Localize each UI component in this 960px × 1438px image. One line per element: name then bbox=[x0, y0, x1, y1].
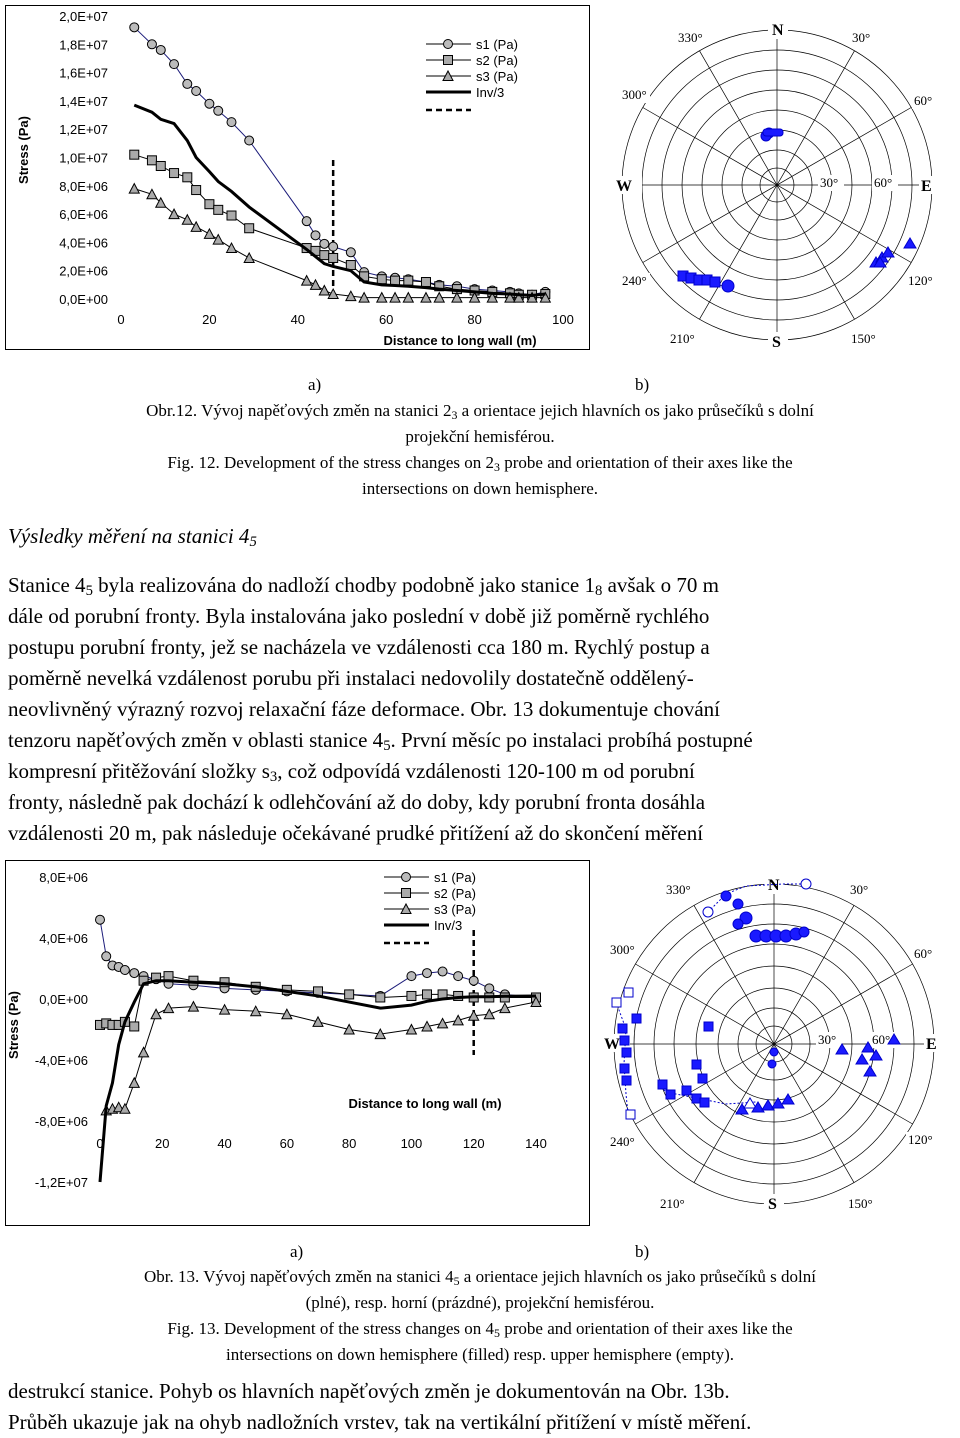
x-tick-label: 60 bbox=[378, 312, 394, 327]
data-point-triangle bbox=[129, 1078, 139, 1088]
data-point-triangle bbox=[139, 1047, 149, 1057]
data-point-triangle bbox=[151, 1009, 161, 1019]
s1-point bbox=[721, 891, 731, 901]
stereonet-east-label: E bbox=[921, 178, 932, 195]
data-point-circle bbox=[183, 79, 192, 88]
figure13-label-b: b) bbox=[635, 1242, 650, 1261]
y-tick-label: 4,0E+06 bbox=[39, 931, 88, 946]
paragraph-line: neovlivněný výrazný rozvoj relaxační fáze deformace. Obr. 13 dokumentuje chování bbox=[8, 697, 720, 721]
stereonet-ring-60: 60° bbox=[874, 175, 893, 190]
legend-marker bbox=[444, 40, 453, 49]
paragraph-line: Stanice $4_5$ byla realizována do nadloží chodby podobně jako stanice $1_8$ avšak o 70 m bbox=[8, 573, 719, 599]
data-point-circle bbox=[96, 915, 105, 924]
stereonet-west-label: W bbox=[604, 1036, 620, 1053]
y-tick-label: 1,6E+07 bbox=[59, 65, 108, 81]
figure12-line-chart bbox=[0, 0, 600, 355]
legend-label: s3 (Pa) bbox=[434, 902, 476, 917]
data-point-circle bbox=[130, 23, 139, 32]
s2-point bbox=[700, 1098, 709, 1107]
figure13-stereonet bbox=[596, 864, 960, 1224]
data-point-circle bbox=[102, 952, 111, 961]
data-point-triangle bbox=[213, 235, 223, 245]
data-point-square bbox=[183, 173, 192, 182]
data-point-square bbox=[130, 1022, 139, 1031]
s2-point bbox=[658, 1080, 667, 1089]
x-tick-label: 20 bbox=[202, 312, 217, 327]
data-point-circle bbox=[130, 969, 139, 978]
stereonet-angle-210: 210° bbox=[670, 331, 695, 346]
s2-point bbox=[682, 1086, 691, 1095]
figure13-caption-en-line2: intersections on down hemisphere (filled) resp. upper hemisphere (empty). bbox=[226, 1345, 734, 1364]
stereonet-south-label: S bbox=[768, 1196, 777, 1213]
figure12-caption-en: Fig. 12. Development of the stress changes on $2_3$ probe and orientation of their axes like the bbox=[167, 453, 793, 474]
stereonet-south-label: S bbox=[772, 334, 781, 351]
data-point-triangle bbox=[453, 1015, 463, 1025]
figure12-stereonet bbox=[606, 5, 960, 354]
s2-point bbox=[620, 1036, 629, 1045]
stereonet-west-label: W bbox=[616, 178, 632, 195]
data-point-triangle bbox=[313, 1017, 323, 1027]
data-point-circle bbox=[170, 60, 179, 69]
data-point-square bbox=[421, 278, 430, 287]
s2-point bbox=[698, 1074, 707, 1083]
stereonet-angle-330: 330° bbox=[666, 882, 691, 897]
paragraph-line: kompresní přitěžování složky $s_3$, což odpovídá vzdálenosti 120-100 m od porubní bbox=[8, 759, 695, 785]
stereonet-angle-300: 300° bbox=[622, 87, 647, 102]
s1-point-empty bbox=[703, 907, 713, 917]
legend-label: s3 (Pa) bbox=[476, 69, 518, 84]
data-point-circle bbox=[329, 242, 338, 251]
y-tick-label: 1,4E+07 bbox=[59, 93, 108, 109]
data-point-square bbox=[192, 186, 201, 195]
s2-point bbox=[722, 280, 734, 292]
s2-point bbox=[632, 1014, 641, 1023]
stereonet-angle-30-top: 30° bbox=[852, 30, 871, 45]
data-point-circle bbox=[214, 106, 223, 115]
legend-marker bbox=[402, 873, 411, 882]
stereonet-angle-150: 150° bbox=[848, 1196, 873, 1211]
x-tick-label: 140 bbox=[525, 1136, 547, 1151]
x-axis-label: Distance to long wall (m) bbox=[348, 1096, 502, 1111]
x-tick-label: 0 bbox=[96, 1136, 104, 1151]
legend-label: s1 (Pa) bbox=[434, 870, 476, 885]
data-point-circle bbox=[120, 966, 129, 975]
y-tick-label: 0,0E+00 bbox=[59, 292, 108, 307]
s1-point bbox=[768, 1060, 776, 1068]
s2-point-empty bbox=[612, 998, 621, 1007]
paragraph-line: dále od porubní fronty. Byla instalována jako poslední v době již poměrně rychlého bbox=[8, 604, 710, 628]
stereonet-east-label: E bbox=[926, 1036, 937, 1053]
data-point-square bbox=[407, 991, 416, 1000]
data-point-circle bbox=[320, 239, 329, 248]
legend-label: s2 (Pa) bbox=[434, 886, 476, 901]
data-point-circle bbox=[407, 972, 416, 981]
legend-label: Inv/3 bbox=[434, 918, 463, 933]
data-point-square bbox=[320, 251, 329, 260]
data-point-square bbox=[329, 253, 338, 262]
data-point-square bbox=[170, 169, 179, 178]
stereonet-angle-300: 300° bbox=[610, 942, 635, 957]
x-tick-label: 20 bbox=[155, 1136, 170, 1151]
data-point-square bbox=[214, 205, 223, 214]
data-point-triangle bbox=[244, 253, 254, 263]
data-point-triangle bbox=[328, 289, 338, 299]
s2-point bbox=[692, 1060, 701, 1069]
stereonet-background bbox=[606, 5, 960, 354]
s1-point bbox=[733, 899, 743, 909]
y-tick-label: 2,0E+06 bbox=[59, 263, 108, 279]
legend-label: s2 (Pa) bbox=[476, 53, 518, 68]
s1-point bbox=[733, 919, 743, 929]
data-point-triangle bbox=[310, 280, 320, 290]
data-point-circle bbox=[438, 967, 447, 976]
s2-point bbox=[704, 1022, 713, 1031]
data-point-square bbox=[245, 224, 254, 233]
x-tick-label: 60 bbox=[279, 1136, 295, 1151]
y-tick-label: 4,0E+06 bbox=[59, 235, 108, 251]
paragraph-line: postupu porubní fronty, jež se nacházela ve vzdálenosti cca 180 m. Rychlý postup a bbox=[8, 635, 710, 659]
paragraph-line: Průběh ukazuje jak na ohyb nadložních vrstev, tak na vertikální přitížení v místě měření. bbox=[8, 1410, 752, 1434]
stereonet-angle-120: 120° bbox=[908, 1132, 933, 1147]
data-point-circle bbox=[205, 99, 214, 108]
data-point-square bbox=[404, 276, 413, 285]
x-tick-label: 40 bbox=[290, 312, 306, 327]
data-point-square bbox=[345, 990, 354, 999]
y-tick-label: 1,0E+07 bbox=[59, 150, 108, 166]
data-point-square bbox=[376, 993, 385, 1002]
data-point-triangle bbox=[319, 286, 329, 296]
stereonet-angle-240: 240° bbox=[622, 273, 647, 288]
s2-point bbox=[618, 1024, 627, 1033]
figure13-caption-cz: Obr. 13. Vývoj napěťových změn na stanici $4_5$ a orientace jejich hlavních os jako průsečíků s dolní bbox=[144, 1267, 816, 1288]
figure13-line-chart bbox=[0, 855, 600, 1230]
stereonet-angle-330: 330° bbox=[678, 30, 703, 45]
y-axis-label: Stress (Pa) bbox=[6, 991, 21, 1059]
stereonet-ring-30: 30° bbox=[820, 175, 839, 190]
s2-point bbox=[666, 1090, 675, 1099]
s1-cluster bbox=[763, 129, 783, 136]
x-tick-label: 100 bbox=[552, 312, 574, 327]
y-tick-label: 1,2E+07 bbox=[59, 122, 108, 138]
paragraph-line: destrukcí stanice. Pohyb os hlavních napěťových změn je dokumentován na Obr. 13b. bbox=[8, 1379, 730, 1403]
legend-label: Inv/3 bbox=[476, 85, 505, 100]
data-point-triangle bbox=[129, 184, 139, 194]
data-point-circle bbox=[147, 40, 156, 49]
data-point-circle bbox=[454, 972, 463, 981]
data-point-square bbox=[377, 275, 386, 284]
y-tick-label: 6,0E+06 bbox=[59, 207, 108, 223]
y-tick-label: 2,0E+07 bbox=[59, 9, 108, 24]
stereonet-angle-60-top: 60° bbox=[914, 93, 933, 108]
paragraph-line: poměrně nevelká vzdálenost porubu při instalaci nedovolily dostatečně oddělený- bbox=[8, 666, 694, 690]
stereonet-north-label: N bbox=[772, 22, 784, 39]
x-tick-label: 40 bbox=[217, 1136, 232, 1151]
data-point-square bbox=[156, 161, 165, 170]
data-point-circle bbox=[156, 45, 165, 54]
y-tick-label: 8,0E+06 bbox=[39, 870, 88, 885]
y-tick-label: -1,2E+07 bbox=[34, 1175, 88, 1190]
y-tick-label: 8,0E+06 bbox=[59, 178, 108, 194]
stereonet-ring-60: 60° bbox=[872, 1032, 891, 1047]
figure12-label-a: a) bbox=[308, 375, 322, 394]
stereonet-ring-30: 30° bbox=[818, 1032, 837, 1047]
data-point-square bbox=[205, 200, 214, 209]
data-point-triangle bbox=[302, 276, 312, 286]
stereonet-north-label: N bbox=[768, 877, 780, 894]
stereonet-angle-30-top: 30° bbox=[850, 882, 869, 897]
figure12-caption-cz: Obr.12. Vývoj napěťových změn na stanici $2_3$ a orientace jejich hlavních os jako průsečíků s dolní bbox=[146, 401, 814, 422]
data-point-triangle bbox=[147, 189, 157, 199]
s2-point bbox=[620, 1064, 629, 1073]
data-point-square bbox=[227, 211, 236, 220]
paragraph-line: tenzoru napěťových změn v oblasti stanice $4_5$. První měsíc po instalaci probíhá postupné bbox=[8, 728, 753, 754]
x-axis-label: Distance to long wall (m) bbox=[383, 333, 537, 348]
data-point-square bbox=[391, 276, 400, 285]
s2-point bbox=[622, 1076, 631, 1085]
figure13-label-a: a) bbox=[290, 1242, 304, 1261]
data-point-circle bbox=[302, 217, 311, 226]
y-tick-label: 1,8E+07 bbox=[59, 37, 108, 53]
data-point-triangle bbox=[182, 215, 192, 225]
s2-point bbox=[710, 277, 720, 287]
section-heading: Výsledky měření na stanici $4_5$ bbox=[8, 524, 257, 550]
stereonet-angle-210: 210° bbox=[660, 1196, 685, 1211]
data-point-triangle bbox=[204, 229, 214, 239]
stereonet-angle-150: 150° bbox=[851, 331, 876, 346]
data-point-triangle bbox=[227, 243, 237, 253]
data-point-square bbox=[147, 156, 156, 165]
legend-label: s1 (Pa) bbox=[476, 37, 518, 52]
s1-point bbox=[770, 1048, 778, 1056]
y-tick-label: -8,0E+06 bbox=[34, 1114, 88, 1129]
s1-point bbox=[799, 927, 809, 937]
stereonet-angle-60-top: 60° bbox=[914, 946, 933, 961]
figure12-caption-cz-line2: projekční hemisférou. bbox=[405, 427, 555, 446]
figure13-caption-cz-line2: (plné), resp. horní (prázdné), projekční hemisférou. bbox=[305, 1293, 655, 1312]
x-tick-label: 120 bbox=[462, 1136, 485, 1151]
series-line-triangle bbox=[134, 189, 545, 298]
data-point-circle bbox=[227, 118, 236, 127]
s2-point-empty bbox=[624, 988, 633, 997]
figure12-caption-en-line2: intersections on down hemisphere. bbox=[361, 479, 599, 498]
data-point-circle bbox=[245, 136, 254, 145]
legend-marker bbox=[444, 56, 453, 65]
paragraph-line: fronty, následně pak dochází k odlehčování až do doby, kdy porubní fronta dosáhla bbox=[8, 790, 706, 814]
series-line-inv3 bbox=[134, 105, 545, 295]
s1-point-empty bbox=[801, 879, 811, 889]
paragraph-1 bbox=[8, 570, 952, 849]
paragraph-2 bbox=[8, 1376, 952, 1438]
x-tick-label: 100 bbox=[400, 1136, 423, 1151]
stereonet-angle-120: 120° bbox=[908, 273, 933, 288]
x-tick-label: 80 bbox=[467, 312, 482, 327]
data-point-circle bbox=[346, 248, 355, 257]
s2-point bbox=[622, 1048, 631, 1057]
legend-marker bbox=[402, 889, 411, 898]
x-tick-label: 0 bbox=[117, 312, 125, 327]
y-axis-label: Stress (Pa) bbox=[16, 116, 31, 184]
data-point-square bbox=[130, 150, 139, 159]
x-tick-label: 80 bbox=[341, 1136, 357, 1151]
data-point-circle bbox=[423, 969, 432, 978]
data-point-circle bbox=[311, 231, 320, 240]
data-point-triangle bbox=[484, 1009, 494, 1019]
data-point-triangle bbox=[191, 222, 201, 232]
s2-point-empty bbox=[626, 1110, 635, 1119]
stereonet-angle-240: 240° bbox=[610, 1134, 635, 1149]
figure13-caption-en: Fig. 13. Development of the stress changes on $4_5$ probe and orientation of their axes like the bbox=[167, 1319, 793, 1340]
data-point-triangle bbox=[344, 1025, 354, 1035]
data-point-square bbox=[346, 261, 355, 270]
data-point-circle bbox=[469, 976, 478, 985]
data-point-square bbox=[423, 990, 432, 999]
paragraph-line: vzdálenosti 20 m, pak následuje očekávané prudké přitížení až do skončení měření bbox=[8, 821, 704, 845]
y-tick-label: 0,0E+00 bbox=[39, 992, 88, 1007]
y-tick-label: -4,0E+06 bbox=[34, 1053, 88, 1068]
figure12-label-b: b) bbox=[635, 375, 650, 394]
data-point-circle bbox=[485, 984, 494, 993]
data-point-circle bbox=[192, 86, 201, 95]
